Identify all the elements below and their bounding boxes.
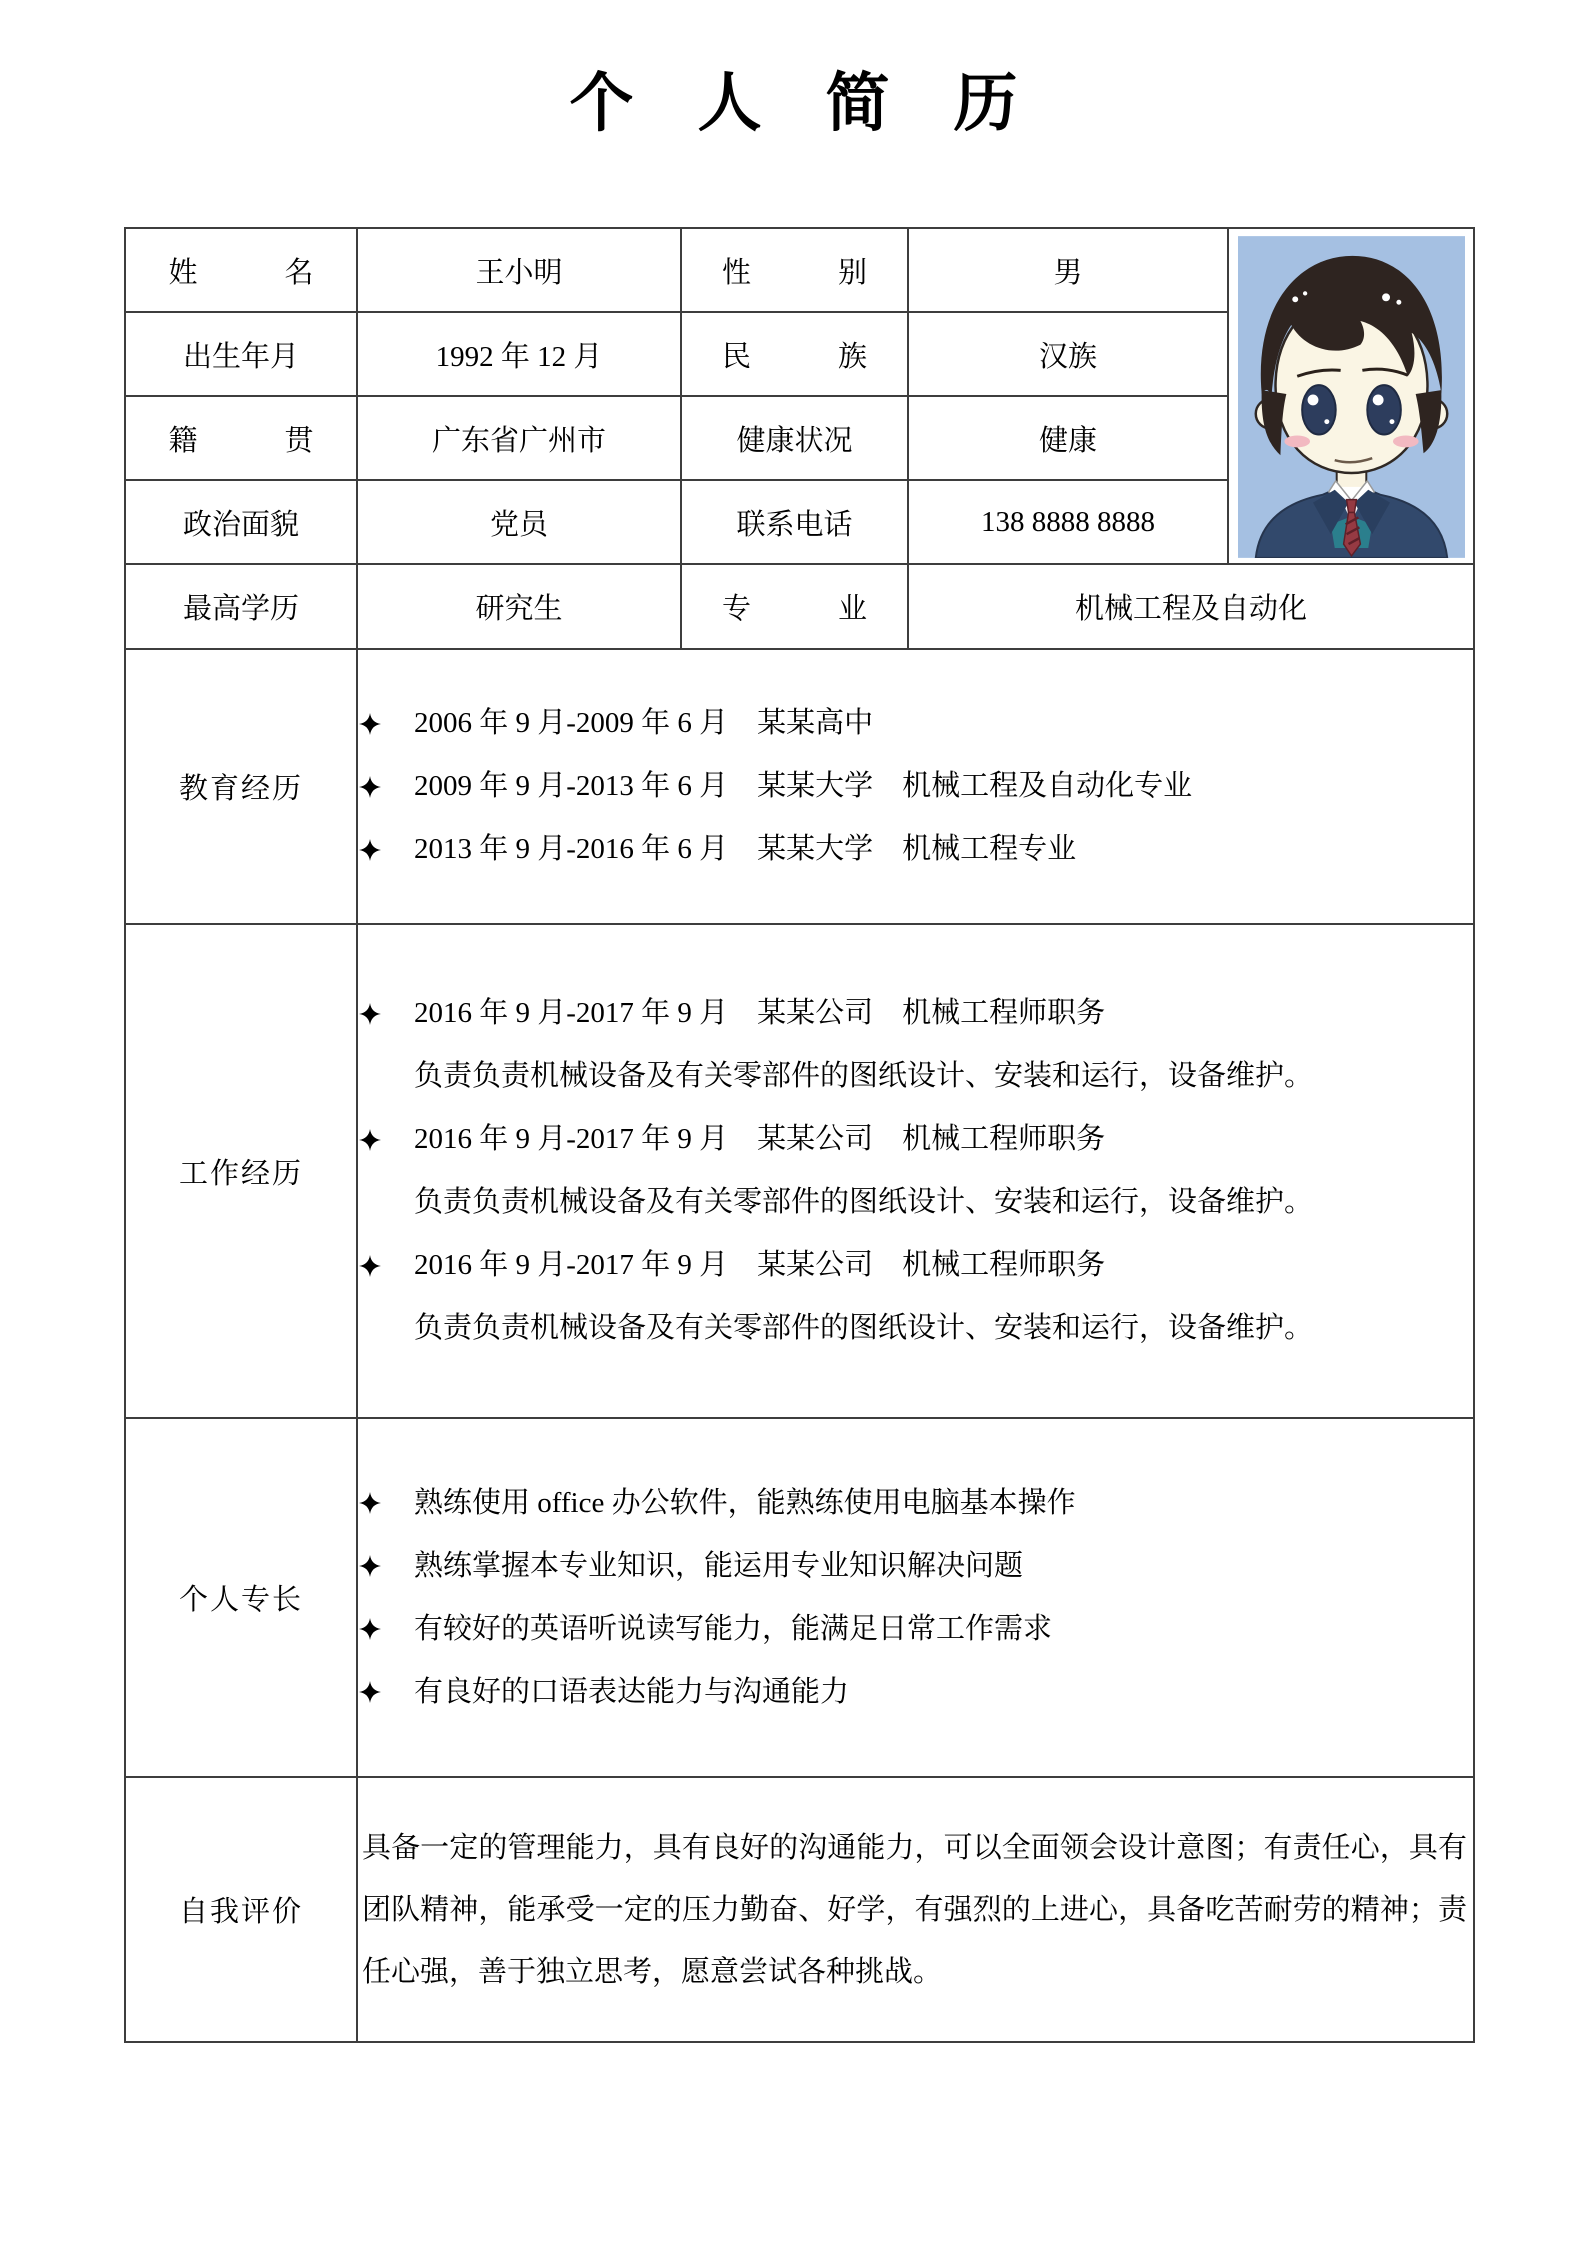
work-item-title-text: 2016 年 9 月-2017 年 9 月 某某公司 机械工程师职务 (414, 997, 1106, 1030)
section-content-skills (357, 1418, 1474, 1777)
field-label-education-level: 最高学历 (125, 564, 357, 649)
field-label-political-status: 政治面貌 (125, 480, 357, 564)
field-value-political-status: 党员 (357, 480, 681, 564)
field-label-major: 专 业 (681, 564, 908, 649)
star-bullet-icon (358, 1680, 382, 1704)
star-bullet-icon (358, 775, 382, 799)
field-value-ethnicity: 汉族 (908, 312, 1228, 396)
section-self-evaluation (125, 1777, 1474, 2042)
section-label-education: 教育经历 (125, 649, 357, 924)
photo-cell (1228, 228, 1474, 564)
skill-item (358, 1661, 1473, 1724)
section-content-education (357, 649, 1474, 924)
star-bullet-icon (358, 838, 382, 862)
profile-photo-illustration (1238, 236, 1465, 558)
star-bullet-icon (358, 1617, 382, 1641)
field-value-education-level: 研究生 (357, 564, 681, 649)
info-row-education-major (125, 564, 1474, 649)
field-label-health: 健康状况 (681, 396, 908, 480)
page-title: 个 人 简 历 (569, 68, 1018, 139)
work-item-desc: 负责负责机械设备及有关零部件的图纸设计、安装和运行，设备维护。 (414, 1312, 1314, 1345)
education-item-text: 2006 年 9 月-2009 年 6 月 某某高中 (414, 707, 874, 740)
field-label-native-place: 籍 贯 (125, 396, 357, 480)
field-label-name: 姓 名 (125, 228, 357, 312)
star-bullet-icon (358, 712, 382, 736)
skill-item-text: 熟练掌握本专业知识，能运用专业知识解决问题 (414, 1549, 1024, 1582)
education-item (358, 692, 1473, 755)
section-work (125, 924, 1474, 1418)
field-label-ethnicity: 民 族 (681, 312, 908, 396)
skill-item-text: 有良好的口语表达能力与沟通能力 (414, 1675, 850, 1708)
work-item-desc: 负责负责机械设备及有关零部件的图纸设计、安装和运行，设备维护。 (414, 1186, 1314, 1219)
skill-item (358, 1535, 1473, 1598)
field-value-native-place: 广东省广州市 (357, 396, 681, 480)
section-content-work (357, 924, 1474, 1418)
field-label-birth: 出生年月 (125, 312, 357, 396)
self-evaluation-text: 具备一定的管理能力，具有良好的沟通能力，可以全面领会设计意图；有责任心，具有团队精神，能承受一定的压力勤奋、好学，有强烈的上进心，具备吃苦耐劳的精神；责任心强，善于独立思考，愿意尝试各种挑战。 (362, 1831, 1467, 1988)
field-value-name: 王小明 (357, 228, 681, 312)
work-item-title-text: 2016 年 9 月-2017 年 9 月 某某公司 机械工程师职务 (414, 1123, 1106, 1156)
star-bullet-icon (358, 1128, 382, 1152)
work-item-title-text: 2016 年 9 月-2017 年 9 月 某某公司 机械工程师职务 (414, 1249, 1106, 1282)
star-bullet-icon (358, 1254, 382, 1278)
field-value-health: 健康 (908, 396, 1228, 480)
work-item-title (358, 982, 1473, 1045)
star-bullet-icon (358, 1491, 382, 1515)
resume-table (124, 227, 1475, 2043)
education-item (358, 755, 1473, 818)
work-item-desc: 负责负责机械设备及有关零部件的图纸设计、安装和运行，设备维护。 (414, 1060, 1314, 1093)
education-item (358, 818, 1473, 881)
field-value-major: 机械工程及自动化 (908, 564, 1474, 649)
star-bullet-icon (358, 1554, 382, 1578)
work-item-title (358, 1108, 1473, 1171)
education-item-text: 2009 年 9 月-2013 年 6 月 某某大学 机械工程及自动化专业 (414, 770, 1193, 803)
section-label-self-evaluation: 自我评价 (125, 1777, 357, 2042)
section-content-self-evaluation (357, 1777, 1474, 2042)
field-label-gender: 性 别 (681, 228, 908, 312)
education-item-text: 2013 年 9 月-2016 年 6 月 某某大学 机械工程专业 (414, 833, 1077, 866)
field-value-gender: 男 (908, 228, 1228, 312)
skill-item (358, 1598, 1473, 1661)
skill-item-text: 有较好的英语听说读写能力，能满足日常工作需求 (414, 1612, 1053, 1645)
section-skills (125, 1418, 1474, 1777)
info-row-name-gender (125, 228, 1474, 312)
star-bullet-icon (358, 1002, 382, 1026)
work-item-title (358, 1234, 1473, 1297)
section-label-skills: 个人专长 (125, 1418, 357, 1777)
field-label-phone: 联系电话 (681, 480, 908, 564)
field-value-birth: 1992 年 12 月 (357, 312, 681, 396)
section-label-work: 工作经历 (125, 924, 357, 1418)
section-education (125, 649, 1474, 924)
skill-item-text: 熟练使用 office 办公软件，能熟练使用电脑基本操作 (414, 1486, 1076, 1519)
field-value-phone: 138 8888 8888 (908, 480, 1228, 564)
skill-item (358, 1472, 1473, 1535)
